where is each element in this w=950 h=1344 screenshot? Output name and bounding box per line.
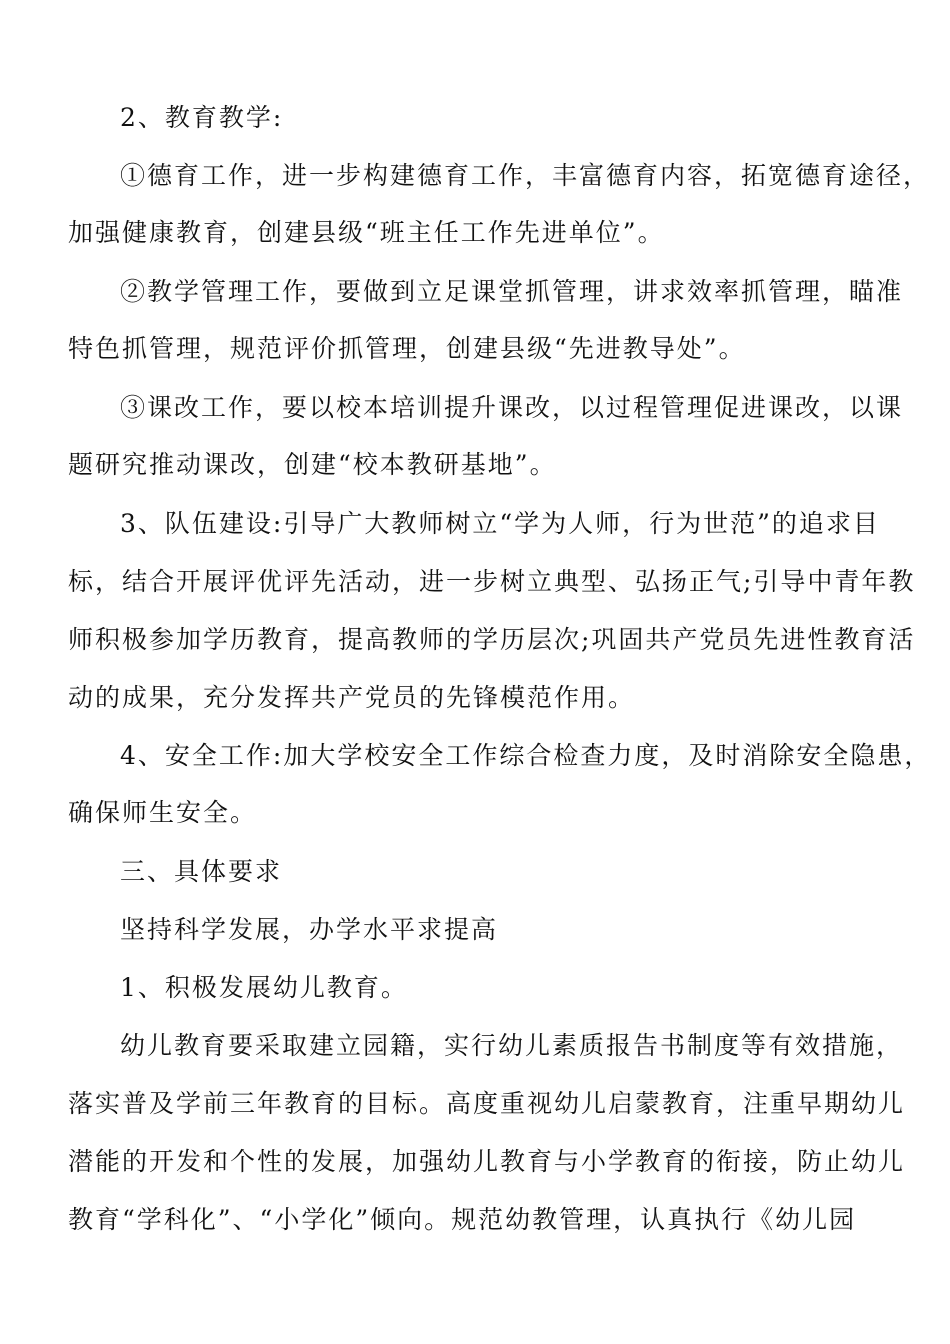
text-line: 3、队伍建设:引导广大教师树立“学为人师，行为世范”的追求目	[120, 509, 880, 538]
text-line: 题研究推动课改，创建“校本教研基地”。	[68, 450, 557, 479]
text-line: 标，结合开展评优评先活动，进一步树立典型、弘扬正气;引导中青年教	[68, 567, 916, 596]
text-line: 确保师生安全。	[68, 798, 258, 827]
text-line: 师积极参加学历教育，提高教师的学历层次;巩固共产党员先进性教育活	[68, 625, 916, 654]
text-line: ①德育工作，进一步构建德育工作，丰富德育内容，拓宽德育途径，	[120, 161, 931, 190]
heading-education-teaching: 2、教育教学:	[120, 103, 284, 132]
section-heading-specific-requirements: 三、具体要求	[120, 857, 283, 886]
text-line: ②教学管理工作，要做到立足课堂抓管理，讲求效率抓管理，瞄准	[120, 277, 904, 306]
text-line: ③课改工作，要以校本培训提升课改，以过程管理促进课改，以课	[120, 393, 904, 422]
text-line: 教育“学科化”、“小学化”倾向。规范幼教管理，认真执行《幼儿园	[68, 1205, 857, 1234]
text-line: 动的成果，充分发挥共产党员的先锋模范作用。	[68, 683, 636, 712]
text-line: 潜能的开发和个性的发展，加强幼儿教育与小学教育的衔接，防止幼儿	[68, 1147, 906, 1176]
text-line: 幼儿教育要采取建立园籍，实行幼儿素质报告书制度等有效措施，	[120, 1031, 904, 1060]
subheading-numbered: 1、积极发展幼儿教育。	[120, 973, 408, 1002]
text-line: 4、安全工作:加大学校安全工作综合检查力度，及时消除安全隐患，	[120, 741, 932, 770]
text-line: 加强健康教育，创建县级“班主任工作先进单位”。	[68, 218, 665, 247]
subheading: 坚持科学发展，办学水平求提高	[120, 915, 499, 944]
text-line: 落实普及学前三年教育的目标。高度重视幼儿启蒙教育，注重早期幼儿	[68, 1089, 906, 1118]
text-line: 特色抓管理，规范评价抓管理，创建县级“先进教导处”。	[68, 334, 746, 363]
